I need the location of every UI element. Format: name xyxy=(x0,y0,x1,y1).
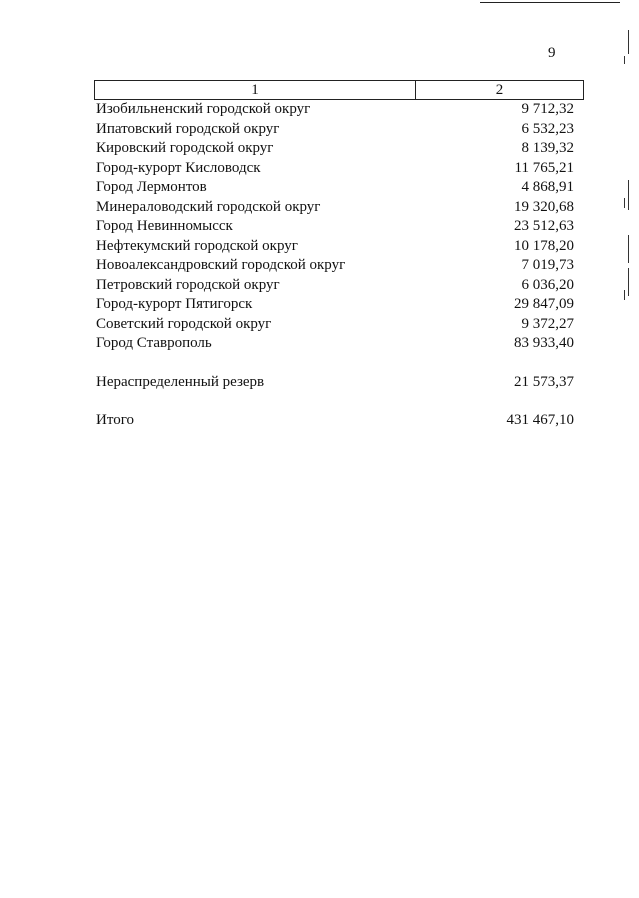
row-name: Петровский городской округ xyxy=(96,276,280,293)
total-value: 431 467,10 xyxy=(506,412,574,428)
table-row xyxy=(94,139,584,159)
row-value: 9 712,32 xyxy=(521,101,574,117)
total-row xyxy=(94,411,584,431)
edge-mark xyxy=(628,30,629,54)
table-body xyxy=(94,100,584,431)
spacer xyxy=(94,392,584,411)
edge-mark xyxy=(624,290,625,300)
row-value: 7 019,73 xyxy=(521,257,574,273)
edge-mark xyxy=(624,56,625,64)
table-row xyxy=(94,100,584,120)
row-name: Город Ставрополь xyxy=(96,335,212,351)
edge-mark xyxy=(628,268,629,296)
table-row xyxy=(94,295,584,315)
row-name: Изобильненский городской округ xyxy=(96,101,311,117)
spacer xyxy=(94,354,584,373)
edge-mark xyxy=(624,198,625,208)
row-name: Ипатовский городской округ xyxy=(96,120,280,137)
row-name: Город-курорт Пятигорск xyxy=(96,296,253,312)
row-value: 19 320,68 xyxy=(514,198,574,215)
reserve-label: Нераспределенный резерв xyxy=(96,373,265,390)
table-row xyxy=(94,315,584,335)
table-row xyxy=(94,276,584,296)
row-value: 6 532,23 xyxy=(521,120,574,137)
top-rule xyxy=(480,2,620,3)
table-row xyxy=(94,237,584,257)
row-value: 83 933,40 xyxy=(514,335,574,351)
page-number: 9 xyxy=(548,45,556,61)
row-name: Минераловодский городской округ xyxy=(96,198,321,215)
row-name: Новоалександровский городской округ xyxy=(96,257,346,273)
table-header-col-2: 2 xyxy=(495,82,504,98)
row-name: Кировский городской округ xyxy=(96,140,274,156)
table-row xyxy=(94,159,584,179)
row-value: 10 178,20 xyxy=(514,237,574,254)
row-value: 8 139,32 xyxy=(521,140,574,156)
edge-mark xyxy=(628,180,629,210)
table-row xyxy=(94,198,584,218)
row-value: 23 512,63 xyxy=(514,218,574,234)
table-row xyxy=(94,120,584,140)
row-name: Нефтекумский городской округ xyxy=(96,237,298,254)
row-name: Город Невинномысск xyxy=(96,218,233,234)
row-value: 9 372,27 xyxy=(521,315,574,332)
row-value: 29 847,09 xyxy=(514,296,574,312)
table-row xyxy=(94,178,584,198)
reserve-value: 21 573,37 xyxy=(514,373,574,390)
row-value: 4 868,91 xyxy=(521,179,574,195)
total-label: Итого xyxy=(96,412,134,428)
row-value: 11 765,21 xyxy=(514,159,574,176)
row-name: Город Лермонтов xyxy=(96,179,207,195)
row-name: Советский городской округ xyxy=(96,315,272,332)
reserve-row xyxy=(94,373,584,393)
table-row xyxy=(94,217,584,237)
table-row xyxy=(94,256,584,276)
table-header-row xyxy=(94,80,584,100)
table-header-col-1: 1 xyxy=(95,81,416,99)
table-row xyxy=(94,334,584,354)
row-name: Город-курорт Кисловодск xyxy=(96,159,261,176)
edge-mark xyxy=(628,235,629,263)
row-value: 6 036,20 xyxy=(521,276,574,293)
allocation-table xyxy=(94,80,584,431)
